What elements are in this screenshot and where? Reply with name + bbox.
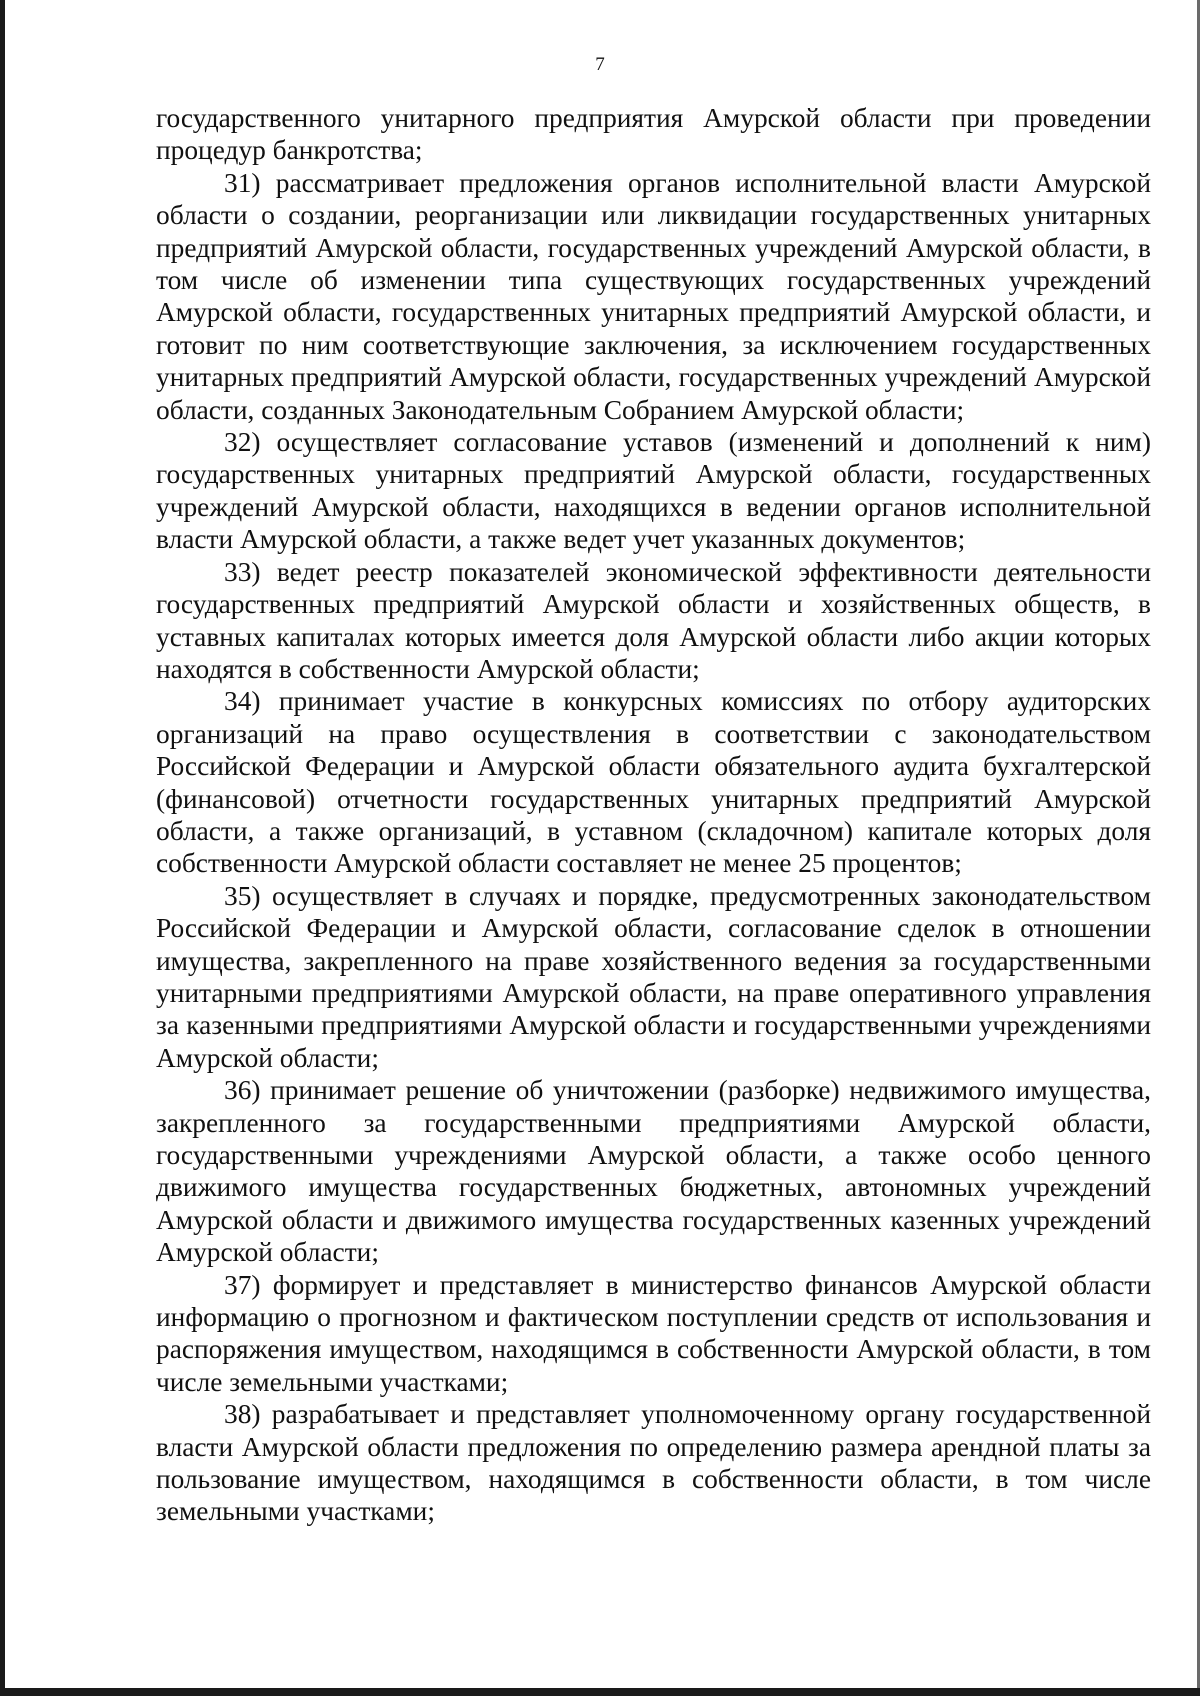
page-number: 7: [595, 54, 605, 75]
paragraph-item-37: 37) формирует и представляет в министерство финансов Амурской области информацию о прогнозном и фактическом поступлении средств от использования и распоряжения имуществом, находящимся в собственности Амурской области, в том числе земельными участками;: [156, 1269, 1151, 1397]
scan-bottom-border: [0, 1688, 1200, 1696]
paragraph-item-33: 33) ведет реестр показателей экономической эффективности деятельности государственных предприятий Амурской области и хозяйственных обществ, в уставных капиталах которых имеется доля Амурской области либо акции которых находятся в собственности Амурской области;: [156, 556, 1151, 684]
scan-left-border: [0, 0, 5, 1696]
paragraph-item-31: 31) рассматривает предложения органов исполнительной власти Амурской области о создании, реорганизации или ликвидации государственных унитарных предприятий Амурской области, государственных учреждений Амурской области, в том числе об изменении типа существующих государственных учреждений Амурской области, государственных унитарных предприятий Амурской области, и готовит по ним соответствующие заключения, за исключением государственных унитарных предприятий Амурской области, государственных учреждений Амурской области, созданных Законодательным Собранием Амурской области;: [156, 167, 1151, 425]
paragraph-item-34: 34) принимает участие в конкурсных комиссиях по отбору аудиторских организаций на право осуществления в соответствии с законодательством Российской Федерации и Амурской области обязательного аудита бухгалтерской (финансовой) отчетности государственных унитарных предприятий Амурской области, а также организаций, в уставном (складочном) капитале которых доля собственности Амурской области составляет не менее 25 процентов;: [156, 686, 1151, 879]
paragraph-item-36: 36) принимает решение об уничтожении (разборке) недвижимого имущества, закрепленного за государственными предприятиями Амурской области, государственными учреждениями Амурской области, а также особо ценного движимого имущества государственных бюджетных, автономных учреждений Амурской области и движимого имущества государственных казенных учреждений Амурской области;: [156, 1075, 1151, 1268]
paragraph-continuation: государственного унитарного предприятия Амурской области при проведении процедур банкротства;: [156, 103, 1151, 166]
paragraph-item-32: 32) осуществляет согласование уставов (изменений и дополнений к ним) государственных унитарных предприятий Амурской области, государственных учреждений Амурской области, находящихся в ведении органов исполнительной власти Амурской области, а также ведет учет указанных документов;: [156, 427, 1151, 555]
paragraph-item-38: 38) разрабатывает и представляет уполномоченному органу государственной власти Амурской области предложения по определению размера арендной платы за пользование имуществом, находящимся в собственности области, в том числе земельными участками;: [156, 1399, 1151, 1527]
document-body: [156, 102, 1151, 1528]
paragraph-item-35: 35) осуществляет в случаях и порядке, предусмотренных законодательством Российской Федерации и Амурской области, согласование сделок в отношении имущества, закрепленного на праве хозяйственного ведения за государственными унитарными предприятиями Амурской области, на праве оперативного управления за казенными предприятиями Амурской области и государственными учреждениями Амурской области;: [156, 880, 1151, 1073]
